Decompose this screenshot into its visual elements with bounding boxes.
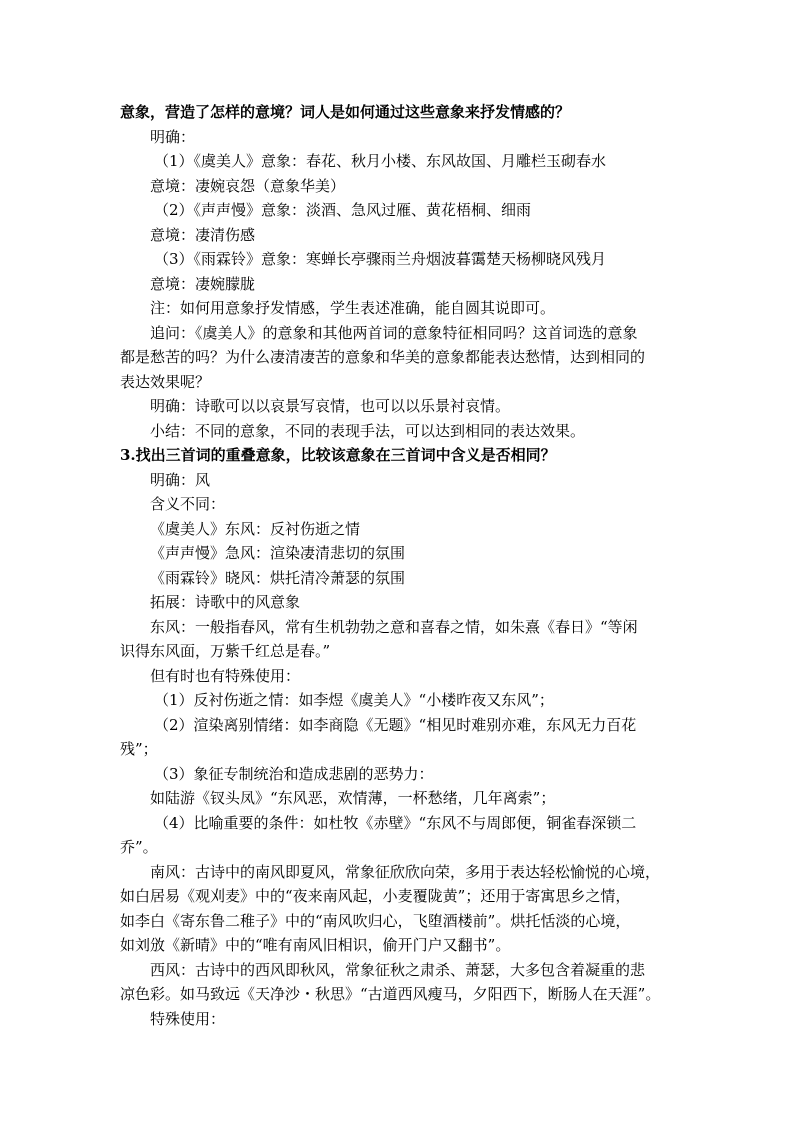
text-line: 凉色彩。如马致远《天净沙・秋思》“古道西风瘦马，夕阳西下，断肠人在天涯”。 (120, 985, 661, 1003)
text-line: （4）比喻重要的条件：如杜牧《赤壁》“东风不与周郎便，铜雀春深锁二 (154, 813, 637, 832)
text-line: 表达效果呢？ (120, 372, 211, 391)
text-line: 明确：诗歌可以以哀景写哀情，也可以以乐景衬哀情。 (150, 397, 511, 415)
text-line: 意境：凄清伤感 (150, 225, 256, 244)
text-line: 但有时也有特殊使用： (150, 666, 301, 685)
text-line: 拓展：诗歌中的风意象 (150, 593, 301, 611)
text-line: 东风：一般指春风，常有生机勃勃之意和喜春之情，如朱熹《春日》“等闲 (150, 617, 638, 636)
text-line: 特殊使用： (150, 1009, 226, 1028)
document-page (120, 100, 680, 1031)
text-line: （1）反衬伤逝之情：如李煜《虞美人》“小楼昨夜又东风”； (154, 691, 554, 709)
note-line: 注：如何用意象抒发情感，学生表述准确，能自圆其说即可。 (150, 299, 556, 317)
text-line: （3）《雨霖铃》意象：寒蝉长亭骤雨兰舟烟波暮霭楚天杨柳晓风残月 (154, 250, 607, 268)
answer-label: 明确： (150, 127, 196, 146)
heading-question: 意象，营造了怎样的意境？词人是如何通过这些意象来抒发情感的？ (120, 103, 571, 121)
text-line: （2）《声声慢》意象：淡酒、急风过雁、黄花梧桐、细雨 (154, 201, 532, 219)
answer-label: 明确：风 (150, 470, 211, 489)
text-line: （2）渲染离别情绪：如李商隐《无题》“相见时难别亦难，东风无力百花 (154, 715, 637, 734)
text-line: 乔”。 (120, 838, 158, 856)
text-line: 残”； (120, 740, 158, 758)
text-line: 追问：《虞美人》的意象和其他两首词的意象特征相同吗？这首词选的意象 (150, 323, 638, 342)
text-line: 意境：凄婉朦胧 (150, 274, 256, 293)
text-line: （1）《虞美人》意象：春花、秋月小楼、东风故国、月雕栏玉砌春水 (154, 152, 607, 170)
text-line: 意境：凄婉哀怨（意象华美） (150, 176, 346, 195)
text-line: 如白居易《观刈麦》中的“夜来南风起，小麦覆陇黄”；还用于寄寓思乡之情， (120, 887, 631, 905)
text-line: 《虞美人》东风：反衬伤逝之情 (150, 519, 361, 538)
text-line: 《雨霖铃》晓风：烘托清冷萧瑟的氛围 (150, 568, 406, 587)
text-line: 西风：古诗中的西风即秋风，常象征秋之肃杀、萧瑟，大多包含着凝重的悲 (150, 960, 646, 979)
text-line: 南风：古诗中的南风即夏风，常象征欣欣向荣，多用于表达轻松愉悦的心境， (150, 862, 661, 881)
text-line: 如李白《寄东鲁二稚子》中的“南风吹归心，飞堕酒楼前”。烘托恬淡的心境， (120, 911, 631, 930)
text-line: 如刘攽《新晴》中的“唯有南风旧相识，偷开门户又翻书”。 (120, 936, 511, 954)
text-line: 《声声慢》急风：渲染凄清悲切的氛围 (150, 544, 406, 562)
heading-question-3: 3.找出三首词的重叠意象，比较该意象在三首词中含义是否相同？ (120, 446, 556, 464)
text-line: 识得东风面，万紫千红总是春。” (120, 642, 331, 660)
summary-line: 小结：不同的意象，不同的表现手法，可以达到相同的表达效果。 (150, 421, 586, 440)
text-line: （3）象征专制统治和造成悲剧的恶势力： (154, 764, 434, 783)
text-line: 如陆游《钗头凤》“东风恶，欢情薄，一杯愁绪，几年离索”； (150, 789, 556, 807)
text-line: 都是愁苦的吗？为什么凄清凄苦的意象和华美的意象都能表达愁情，达到相同的 (120, 348, 646, 366)
text-line: 含义不同： (150, 495, 226, 513)
